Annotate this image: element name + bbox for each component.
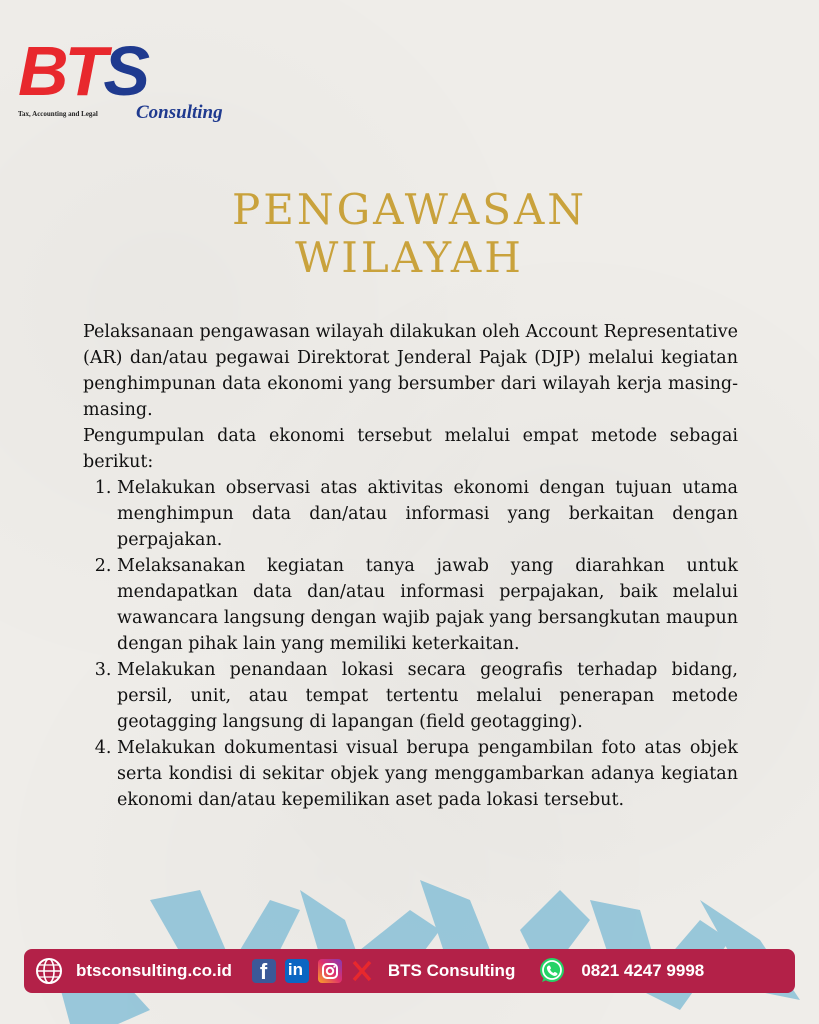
method-item: 2. Melaksanakan kegiatan tanya jawab yang diarahkan untuk mendapatkan data dan/atau informasi perpajakan, baik melalui wawancara langsung dengan wajib pajak yang bersangkutan maupun dengan pihak lain yang memiliki keterkaitan. (117, 553, 738, 657)
logo-brand: BTS (18, 32, 147, 110)
linkedin-icon[interactable]: in (285, 959, 309, 983)
bts-logo (14, 32, 224, 131)
page-title (0, 186, 819, 282)
footer-bar (24, 949, 795, 993)
methods-intro: Pengumpulan data ekonomi tersebut melalui empat metode sebagai berikut: (83, 426, 738, 472)
website-text: btsconsulting.co.id (76, 961, 232, 980)
title-line-1: PENGAWASAN (231, 185, 588, 234)
facebook-icon[interactable]: f (252, 959, 276, 983)
methods-list (83, 475, 738, 813)
logo-tagline: Tax, Accounting and Legal (18, 110, 98, 118)
method-item: 1. Melakukan observasi atas aktivitas ekonomi dengan tujuan utama menghimpun data dan/atau informasi yang berkaitan dengan perpajakan. (117, 475, 738, 553)
article-body (83, 319, 738, 813)
x-icon[interactable] (350, 959, 374, 983)
title-line-2: WILAYAH (295, 233, 524, 282)
social-handle: BTS Consulting (387, 961, 516, 980)
whatsapp-icon (537, 956, 567, 986)
phone-number: 0821 4247 9998 (581, 961, 705, 980)
intro-paragraph: Pelaksanaan pengawasan wilayah dilakukan oleh Account Representative (AR) dan/atau pegawai Direktorat Jenderal Pajak (DJP) melalui kegiatan penghimpunan data ekonomi yang bersumber dari wilayah kerja masing-masing. (83, 322, 738, 420)
globe-icon (34, 956, 64, 986)
phone-link[interactable] (537, 956, 704, 986)
logo-subtitle: Consulting (136, 102, 223, 123)
website-link[interactable] (34, 956, 232, 986)
method-item: 3. Melakukan penandaan lokasi secara geografis terhadap bidang, persil, unit, atau tempat tertentu melalui penerapan metode geotagging langsung di lapangan (field geotagging). (117, 657, 738, 735)
method-item: 4. Melakukan dokumentasi visual berupa pengambilan foto atas objek serta kondisi di sekitar objek yang menggambarkan adanya kegiatan ekonomi dan/atau kepemilikan aset pada lokasi tersebut. (117, 735, 738, 813)
instagram-icon[interactable] (318, 959, 342, 983)
